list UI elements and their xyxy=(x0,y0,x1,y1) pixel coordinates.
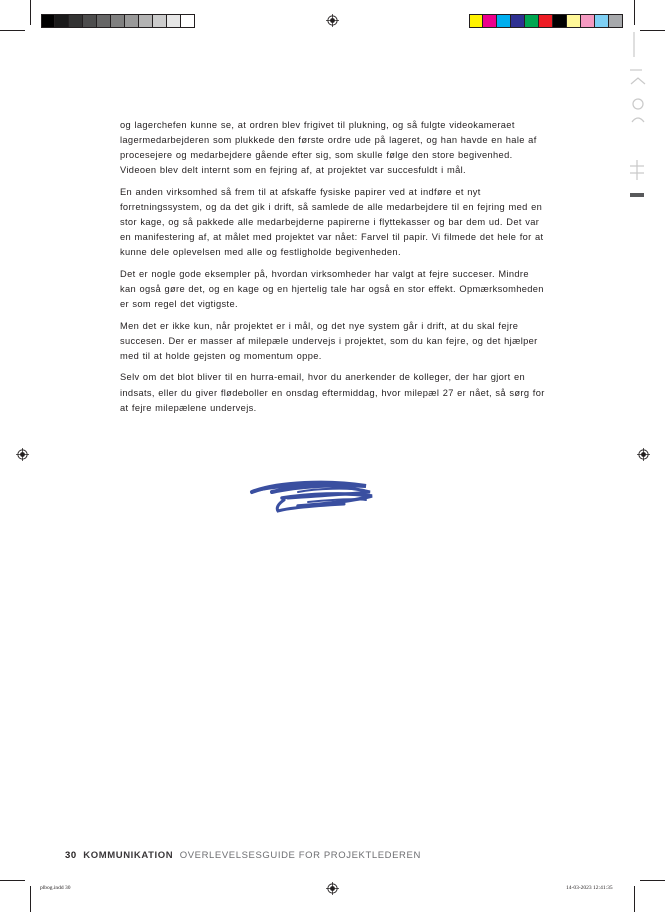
color-swatch xyxy=(511,14,525,28)
color-swatch xyxy=(525,14,539,28)
color-calibration-bar xyxy=(469,14,623,28)
body-text xyxy=(120,118,546,422)
color-swatch xyxy=(497,14,511,28)
crop-mark xyxy=(30,886,31,912)
registration-mark-icon xyxy=(326,882,339,895)
gray-swatch xyxy=(69,14,83,28)
gray-swatch xyxy=(167,14,181,28)
color-swatch xyxy=(595,14,609,28)
paragraph: og lagerchefen kunne se, at ordren blev frigivet til plukning, og så fulgte videokameraet lagermedarbejderen som plukkede den første ordre ude på lageret, og han havde en hale af procesejere og medarbejdere gående efter sig, som skulle følge den store begivenhed. Videoen blev delt internt som en fejring af, at projektet var succesfuldt i mål. xyxy=(120,120,537,176)
crop-mark xyxy=(640,880,665,881)
book-title: OVERLEVELSESGUIDE FOR PROJEKTLEDEREN xyxy=(179,850,421,861)
paragraph: Men det er ikke kun, når projektet er i mål, og det nye system går i drift, at du skal fejre succesen. Der er masser af milepæle undervejs i projektet, som du kan fejre, og det hjælper med til at holde gejsten og momentum oppe. xyxy=(120,320,538,361)
crop-mark xyxy=(640,30,665,31)
color-swatch xyxy=(609,14,623,28)
gray-swatch xyxy=(55,14,69,28)
paragraph: Det er nogle gode eksempler på, hvordan virksomheder har valgt at fejre succeser. Mindre kan også gøre det, og en kage og en hjertelig tale har også en stor effekt. Opmærksomheden er som regel det vigtigste. xyxy=(120,268,544,310)
crop-mark xyxy=(30,0,31,25)
scribble-illustration xyxy=(248,478,376,514)
gray-swatch xyxy=(181,14,195,28)
crop-mark xyxy=(634,886,635,912)
page-number: 30 xyxy=(65,850,77,861)
crop-mark xyxy=(634,0,635,25)
color-swatch xyxy=(469,14,483,28)
gray-swatch xyxy=(83,14,97,28)
color-swatch xyxy=(567,14,581,28)
color-swatch xyxy=(553,14,567,28)
gray-swatch xyxy=(111,14,125,28)
registration-mark-icon xyxy=(637,448,650,461)
gray-swatch xyxy=(125,14,139,28)
registration-mark-icon xyxy=(326,14,339,27)
section-name: KOMMUNIKATION xyxy=(83,850,174,861)
gray-swatch xyxy=(153,14,167,28)
gray-swatch xyxy=(41,14,55,28)
page-footer xyxy=(65,850,421,861)
color-swatch xyxy=(581,14,595,28)
chapter-tab-marks xyxy=(628,32,648,212)
paragraph: En anden virksomhed så frem til at afskaffe fysiske papirer ved at indføre et nyt forretningssystem, og da det gik i drift, så samlede de alle medarbejdere til en fejring med en stor kage, og så pakkede alle medarbejderne papirerne i flyttekasser og bar dem ud. Det var en manifestering af, at målet med projektet var nået: Farvel til papir. Vi filmede det hele for at kunne dele oplevelsen med alle og festligholde begivenheden. xyxy=(120,186,544,258)
slug-filename: plbog.indd 30 xyxy=(40,885,71,891)
gray-swatch xyxy=(97,14,111,28)
paragraph: Selv om det blot bliver til en hurra-email, hvor du anerkender de kolleger, der har gjort en indsats, eller du giver flødeboller en onsdag eftermiddag, hvor milepæl 27 er nået, så sørg for at fejre milepælene undervejs. xyxy=(120,372,545,413)
crop-mark xyxy=(0,880,25,881)
gray-calibration-bar xyxy=(41,14,195,28)
color-swatch xyxy=(483,14,497,28)
slug-timestamp: 14-03-2023 12:41:35 xyxy=(566,885,613,891)
crop-mark xyxy=(0,30,25,31)
color-swatch xyxy=(539,14,553,28)
registration-mark-icon xyxy=(16,448,29,461)
gray-swatch xyxy=(139,14,153,28)
